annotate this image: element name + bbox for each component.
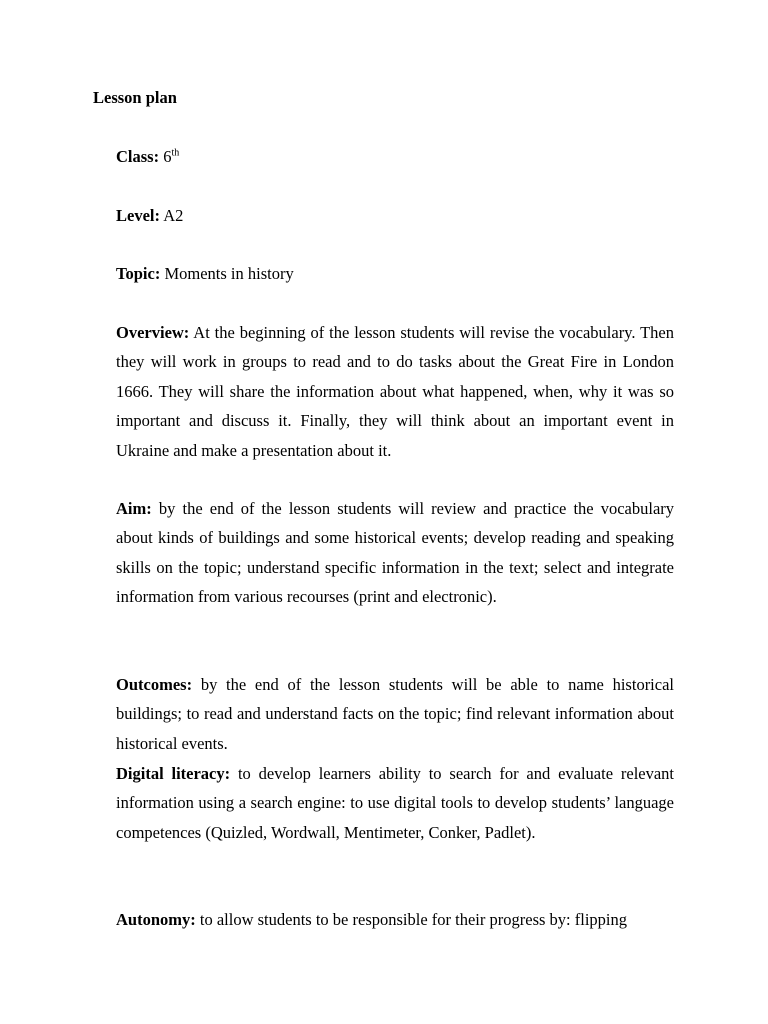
digital-literacy-text: to develop learners ability to search for and evaluate relevant information using a search engine: to use digital tools to develop students’ language competences (Quizled, Wordwall, Mentimeter, Conker, Padlet). (116, 764, 675, 842)
digital-literacy-label: Digital literacy: (116, 764, 231, 783)
overview-label: Overview: (116, 323, 190, 342)
class-suffix: th (171, 147, 180, 159)
outcomes-paragraph (116, 670, 674, 758)
overview-text: At the beginning of the lesson students will revise the vocabulary. Then they will work in groups to read and to do tasks about the Great Fire in London 1666. They will share the information about what happened, when, why it was so important and discuss it. Finally, they will think about an important event in Ukraine and make a presentation about it. (116, 323, 674, 460)
class-field (116, 142, 674, 171)
class-label: Class: (116, 147, 160, 166)
topic-value: Moments in history (164, 264, 294, 283)
autonomy-label: Autonomy: (116, 910, 196, 929)
aim-paragraph (116, 494, 674, 612)
autonomy-text: to allow students to be responsible for their progress by: flipping (199, 910, 627, 929)
topic-label: Topic: (116, 264, 161, 283)
aim-label: Aim: (116, 499, 152, 518)
topic-field (116, 259, 674, 288)
level-value: A2 (163, 206, 184, 225)
digital-literacy-paragraph (116, 759, 674, 847)
overview-paragraph (116, 318, 674, 465)
class-value: 6 (163, 147, 172, 166)
outcomes-label: Outcomes: (116, 675, 193, 694)
level-field (116, 201, 674, 230)
document-title: Lesson plan (93, 88, 177, 107)
autonomy-paragraph (116, 905, 674, 934)
outcomes-text: by the end of the lesson students will be able to name historical buildings; to read and understand facts on the topic; find relevant information about historical events. (116, 675, 675, 753)
aim-text: by the end of the lesson students will review and practice the vocabulary about kinds of buildings and some historical events; develop reading and speaking skills on the topic; understand specific information in the text; select and integrate information from various recourses (print and electronic). (116, 499, 675, 607)
level-label: Level: (116, 206, 160, 225)
